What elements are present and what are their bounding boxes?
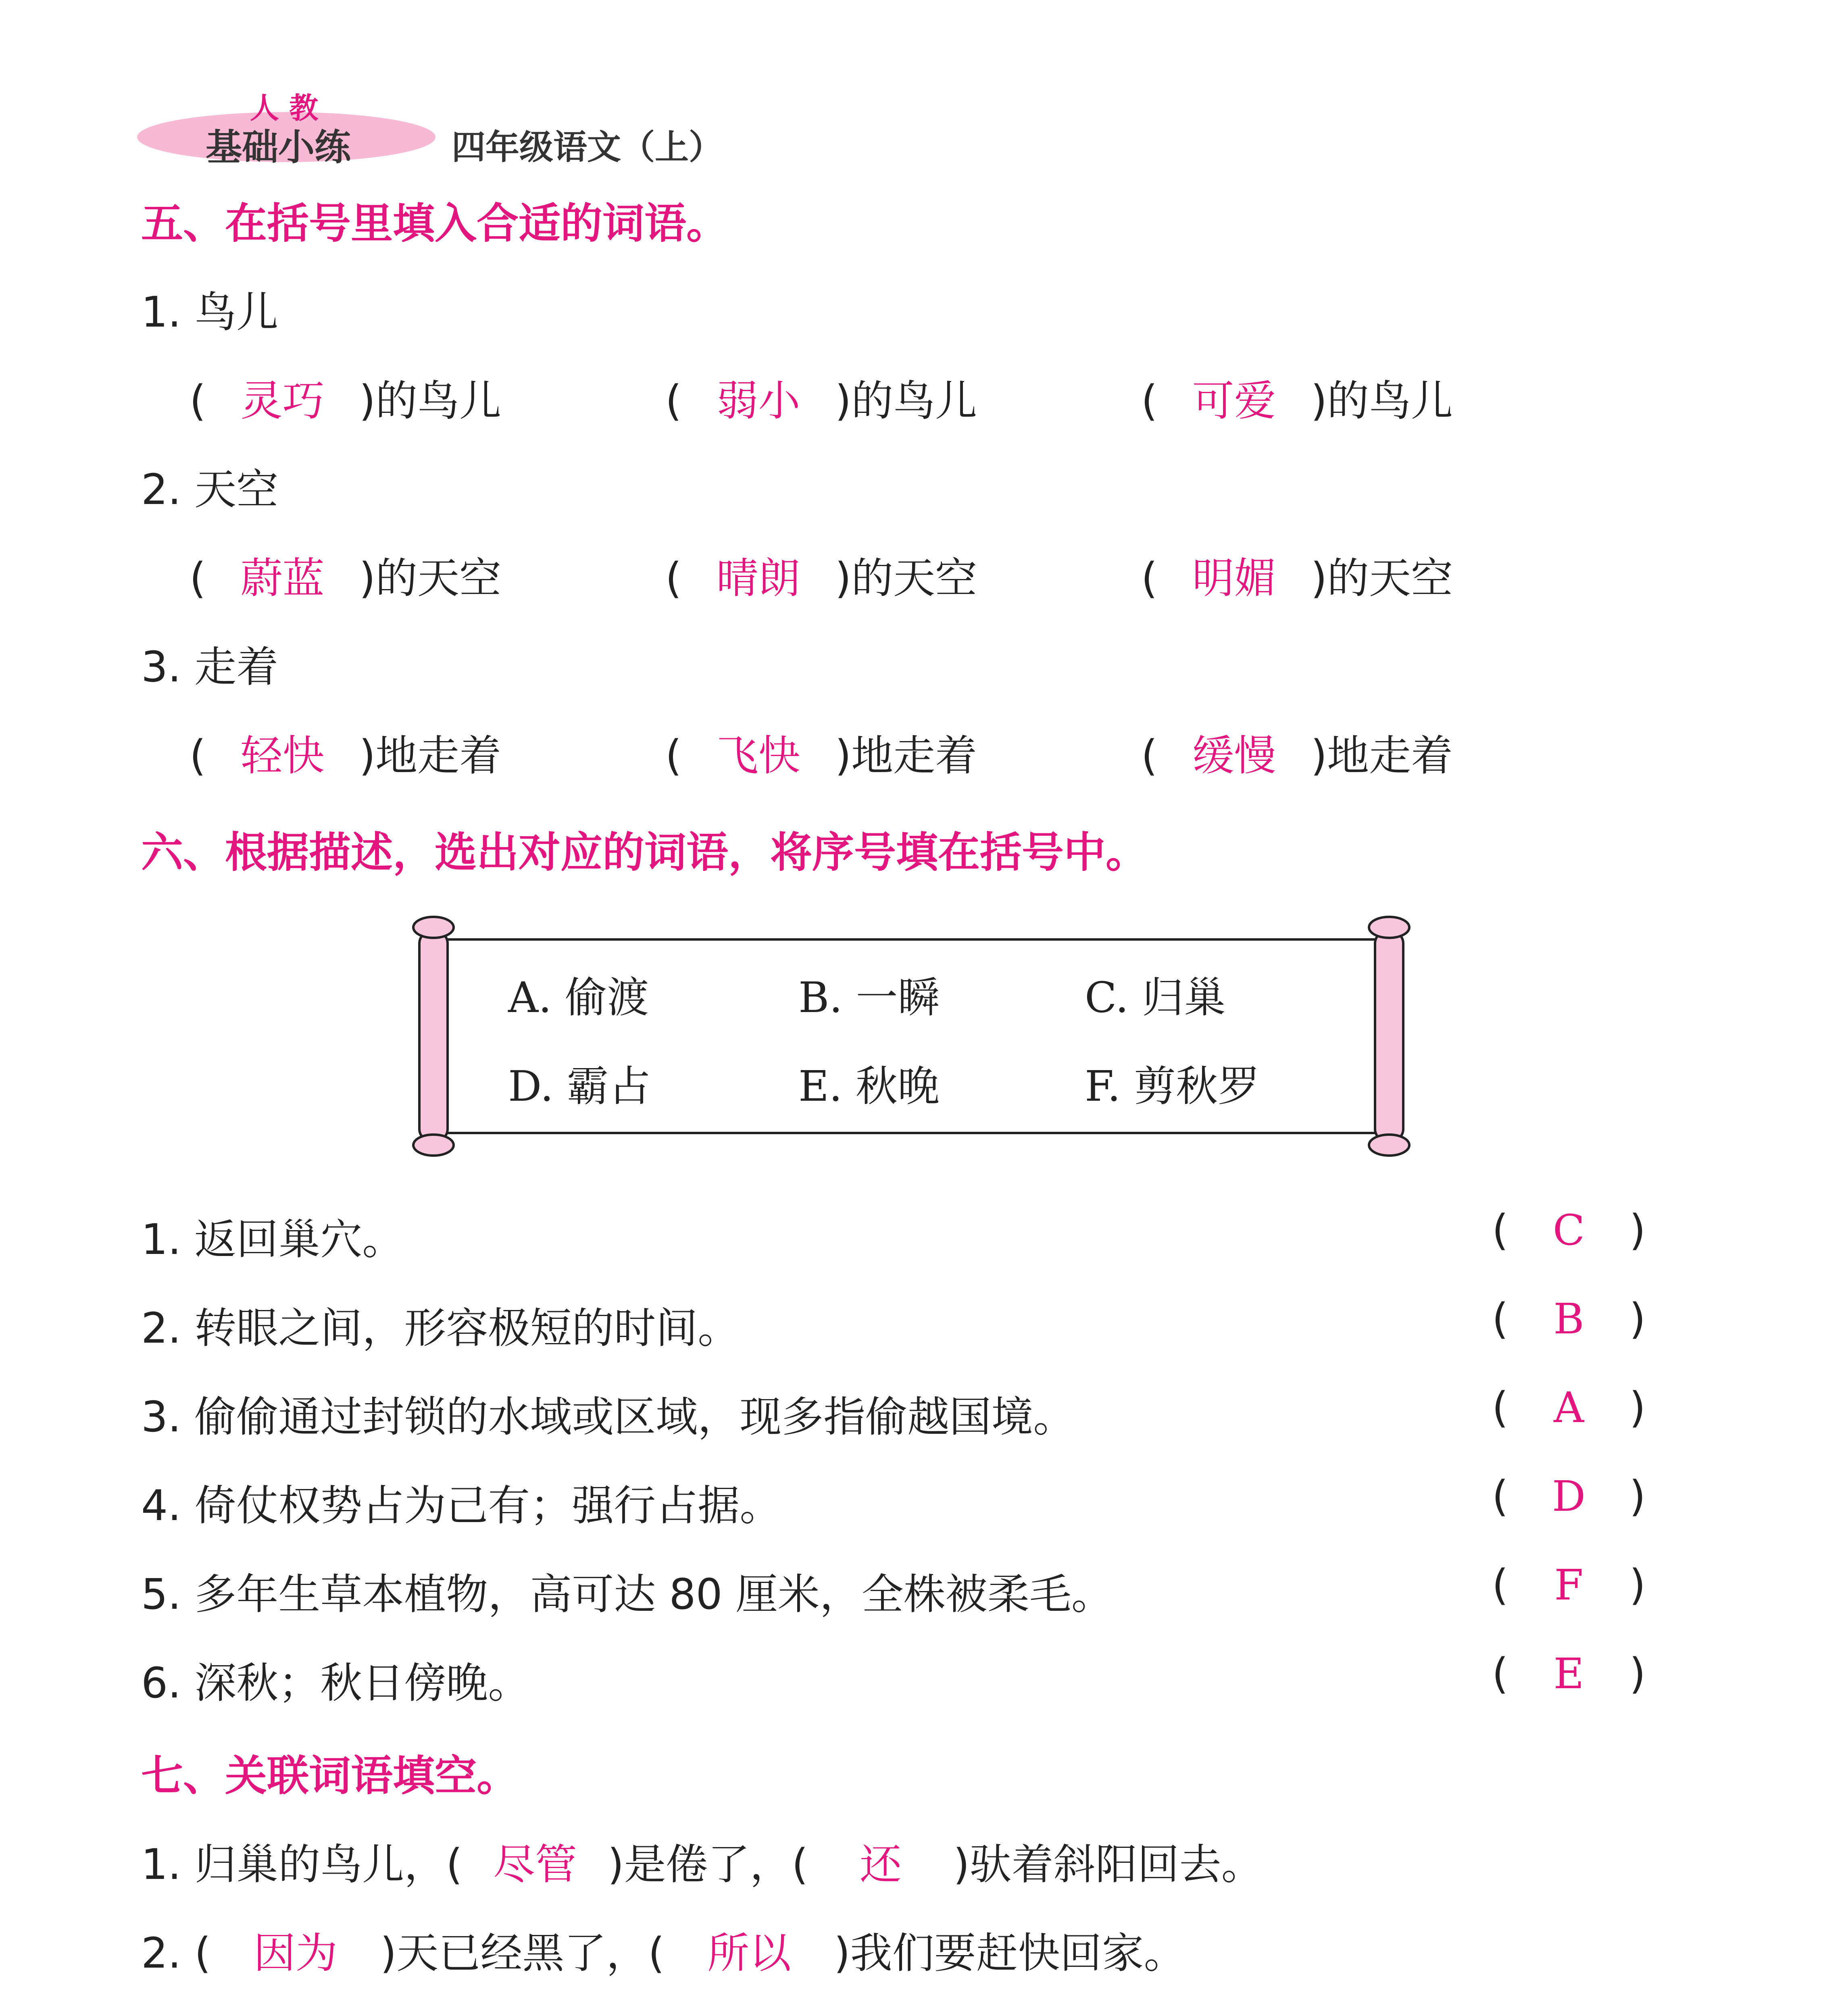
scroll-frame (403, 911, 1419, 1161)
option-b: B. 一瞬 (798, 973, 940, 1022)
answer: 弱小 (716, 376, 800, 425)
fill-row: ( 飞快 )地走着 (665, 722, 977, 782)
question-2: 2. 转眼之间，形容极短的时间。 (141, 1304, 740, 1353)
answer-box: ( D ) (1492, 1472, 1646, 1521)
answer: 尽管 (493, 1840, 577, 1889)
group-label: 3. 走着 (141, 642, 279, 691)
answer (295, 2008, 456, 2016)
group-label: 2. 天空 (141, 465, 279, 514)
answer-box: ( C ) (1492, 1206, 1646, 1255)
fill-row: ( 弱小 )的鸟儿 (665, 367, 977, 427)
answer-box: ( B ) (1492, 1294, 1646, 1343)
fill-row: ( 可爱 )的鸟儿 (1141, 367, 1453, 427)
option-e: E. 秋晚 (798, 1062, 940, 1111)
question-4: 4. 倚仗权势占为己有；强行占据。 (141, 1481, 782, 1530)
header (133, 73, 738, 177)
option-a: A. 偷渡 (508, 973, 649, 1022)
brand-top: 人 教 (250, 91, 319, 125)
answer: A (1554, 1383, 1584, 1432)
answer-box: ( E ) (1492, 1649, 1646, 1698)
conj-item-2: 2. ( 因为 )天已经黑了，( 所以 )我们要赶快回家。 (141, 1919, 1186, 1980)
answer: C (1552, 1206, 1585, 1255)
conj-item-3 (141, 2008, 918, 2016)
section5-title: 五、在括号里填入合适的词语。 (141, 199, 729, 248)
answer: D (1552, 1472, 1586, 1521)
fill-row: ( 蔚蓝 )的天空 (190, 544, 501, 605)
option-f: F. 剪秋罗 (1085, 1062, 1260, 1111)
answer: 蔚蓝 (240, 554, 325, 603)
answer: 飞快 (716, 731, 800, 780)
answer: F (1554, 1560, 1583, 1610)
fill-row: ( 缓慢 )地走着 (1141, 722, 1453, 782)
option-d: D. 霸占 (508, 1062, 651, 1111)
question-6: 6. 深秋；秋日傍晚。 (141, 1658, 530, 1708)
answer (615, 2008, 776, 2016)
answer: 缓慢 (1192, 731, 1276, 780)
question-5: 5. 多年生草本植物，高可达 80 厘米，全株被柔毛。 (141, 1570, 1113, 1619)
answer: B (1553, 1294, 1584, 1343)
answer: 可爱 (1192, 376, 1276, 425)
question-1: 1. 返回巢穴。 (141, 1215, 404, 1264)
answer: 晴朗 (716, 554, 800, 603)
conj-item-1: 1. 归巢的鸟儿，( 尽管 )是倦了，( 还 )驮着斜阳回去。 (141, 1831, 1263, 1891)
answer: 因为 (253, 1929, 338, 1978)
question-3: 3. 偷偷通过封锁的水域或区域，现多指偷越国境。 (141, 1392, 1075, 1441)
fill-row: ( 灵巧 )的鸟儿 (190, 367, 501, 427)
fill-row: ( 明媚 )的天空 (1141, 544, 1453, 605)
grade-label: 四年级语文（上） (452, 127, 723, 167)
answer: 轻快 (240, 731, 325, 780)
answer-box: ( A ) (1492, 1383, 1646, 1432)
group-label: 1. 鸟儿 (141, 287, 279, 337)
answer: 灵巧 (240, 376, 325, 425)
fill-row: ( 晴朗 )的天空 (665, 544, 977, 605)
brand-title: 基础小练 (206, 126, 351, 169)
section6-title: 六、根据描述，选出对应的词语，将序号填在括号中。 (141, 828, 1148, 877)
fill-row: ( 轻快 )地走着 (190, 722, 501, 782)
answer: 所以 (707, 1929, 792, 1978)
answer: E (1553, 1649, 1584, 1698)
section7-title: 七、关联词语填空。 (141, 1751, 519, 1800)
answer: 还 (860, 1840, 902, 1889)
answer-box: ( F ) (1492, 1560, 1646, 1610)
answer: 明媚 (1192, 554, 1276, 603)
option-c: C. 归巢 (1085, 973, 1226, 1022)
